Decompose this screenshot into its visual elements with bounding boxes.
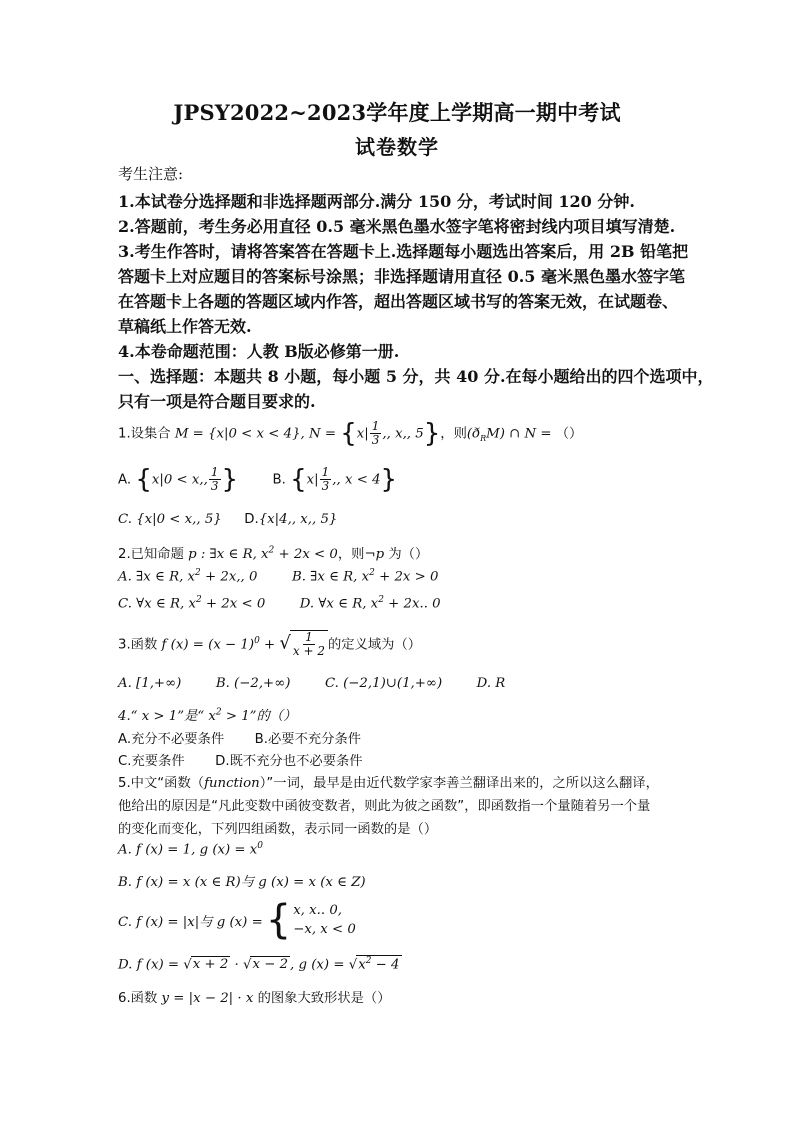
notice-line-7: 4.本卷命题范围：人教 B版必修第一册. (118, 342, 400, 361)
question-2-options-cd: C. ∀x ∈ R, $x^2 + 2x < 0$ D. ∀x ∈ R, $x^2 + 2x$.. 0 (118, 595, 441, 612)
notice-heading: 考生注意: (118, 165, 184, 183)
question-6-stem: 6.函数 y = |x − 2| · x 的图象大致形状是（） (118, 991, 391, 1006)
question-3-stem: 3.函数 f $(x) = (x - 1)^0$ + √ $\frac{1}{x + 2}$ 的定义域为（） (118, 630, 422, 658)
exam-subtitle: 试卷数学 (355, 135, 439, 159)
question-2-options-ab: A. ∃x ∈ R, $x^2 + 2x$,, 0 B. ∃x ∈ R, $x^2 + 2x > 0$ (118, 568, 439, 585)
section-heading-line-2: 只有一项是符合题目要求的. (118, 392, 316, 411)
notice-line-5: 在答题卡上各题的答题区域内作答，超出答题区域书写的答案无效，在试题卷、 (118, 292, 679, 311)
notice-line-6: 草稿纸上作答无效. (118, 317, 252, 336)
question-4-options-ab: A.充分不必要条件 B.必要不充分条件 (118, 732, 362, 747)
exam-title: JPSY2022~2023学年度上学期高一期中考试 (173, 100, 621, 125)
question-3-options: A. [1,+∞) B. (−2,+∞) C. (−2,1)∪(1,+∞) D. R (118, 676, 506, 691)
question-5-line-3: 的变化而变化，下列四组函数，表示同一函数的是（） (118, 822, 438, 837)
question-2-stem: 2.已知命题 p : ∃x ∈ R, $x^2 + 2x < 0$，则¬p 为（） (118, 545, 429, 562)
notice-line-2: 2.答题前，考生务必用直径 0.5 毫米黑色墨水签字笔将密封线内项目填写清楚. (118, 217, 676, 236)
question-5-line-1: 5.中文“函数（function）”一词，最早是由近代数学家李善兰翻译出来的，之所以这么翻译， (118, 776, 659, 791)
question-1-options-cd: C. {x|0 < x,, 5} D.{x|4,, x,, 5} (118, 512, 338, 527)
question-5-option-d: D. f (x) = √x + 2 · √x − 2 , g $(x) = √x^2 - 4$ (118, 956, 400, 973)
question-5-option-c: C. f (x) = |x|与 g (x) = { x, x.. 0, −x, x < 0 (118, 897, 356, 943)
question-5-line-2: 他给出的原因是“凡此变数中函彼变数者，则此为彼之函数”，即函数指一个量随着另一个量 (118, 799, 651, 814)
question-5-option-b: B. f (x) = x (x ∈ R)与 g (x) = x (x ∈ Z) (118, 875, 366, 890)
notice-line-3: 3.考生作答时，请将答案答在答题卡上.选择题每小题选出答案后，用 2B 铅笔把 (118, 242, 689, 261)
question-5-option-a: A. f (x) = 1, g $(x) = x^0$ (118, 841, 264, 858)
question-4-stem: 4.“ x > 1”是“ $x^2 > 1$”的（） (118, 707, 297, 724)
notice-line-1: 1.本试卷分选择题和非选择题两部分.满分 150 分，考试时间 120 分钟. (118, 192, 635, 211)
question-1-options-ab: A. {x|0 < x,, $\frac{1}{3}$ } B. {x| $\frac{1}{3}$ ,, x < 4} (118, 464, 398, 495)
notice-line-4: 答题卡上对应题目的答案标号涂黑；非选择题请用直径 0.5 毫米黑色墨水签字笔 (118, 267, 685, 286)
question-1-stem: 1.设集合 M = {x|0 < x < 4}, N = {x| $\frac{1}{3}$ ,, x,, 5}，则$(ð_RM)$ ∩ N = （） (118, 418, 583, 449)
question-4-options-cd: C.充要条件 D.既不充分也不必要条件 (118, 754, 363, 769)
section-heading-line-1: 一、选择题：本题共 8 小题，每小题 5 分，共 40 分.在每小题给出的四个选项中， (118, 367, 714, 386)
